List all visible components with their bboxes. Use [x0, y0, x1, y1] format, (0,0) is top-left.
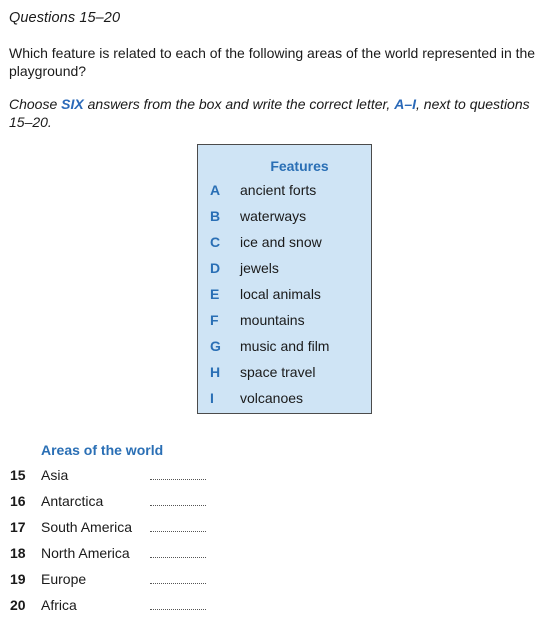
- feature-text: music and film: [240, 338, 330, 354]
- answer-blank[interactable]: [150, 479, 206, 480]
- instruction-text: [9, 95, 549, 131]
- feature-letter: F: [210, 312, 219, 328]
- instruction-count: SIX: [61, 96, 84, 112]
- feature-letter: C: [210, 234, 221, 250]
- feature-text: ice and snow: [240, 234, 322, 250]
- question-number: 15: [10, 467, 26, 483]
- question-number: 17: [10, 519, 26, 535]
- question-number: 19: [10, 571, 26, 587]
- instruction-letter-range: A–I: [394, 96, 416, 112]
- areas-title: Areas of the world: [41, 442, 164, 458]
- question-number: 20: [10, 597, 26, 613]
- feature-text: ancient forts: [240, 182, 317, 198]
- feature-text: waterways: [240, 208, 307, 224]
- instruction-part-2: answers from the box and write the correct letter,: [83, 96, 395, 112]
- instruction-part-1: Choose: [9, 96, 62, 112]
- answer-blank[interactable]: [150, 583, 206, 584]
- feature-text: space travel: [240, 364, 316, 380]
- feature-text: volcanoes: [240, 390, 304, 406]
- feature-letter: E: [210, 286, 220, 302]
- area-name: Africa: [41, 597, 77, 613]
- answer-blank[interactable]: [150, 557, 206, 558]
- questions-heading: Questions 15–20: [9, 10, 121, 26]
- question-number: 16: [10, 493, 26, 509]
- area-name: Antarctica: [41, 493, 104, 509]
- features-box: [197, 144, 372, 414]
- area-name: Asia: [41, 467, 69, 483]
- feature-text: mountains: [240, 312, 305, 328]
- answer-blank[interactable]: [150, 531, 206, 532]
- feature-text: local animals: [240, 286, 321, 302]
- feature-letter: G: [210, 338, 221, 354]
- feature-text: jewels: [240, 260, 279, 276]
- instruction-part-3: , next to questions 15–20.: [9, 96, 530, 130]
- features-title: Features: [270, 158, 329, 174]
- area-name: South America: [41, 519, 133, 535]
- area-name: Europe: [41, 571, 87, 587]
- answer-blank[interactable]: [150, 609, 206, 610]
- feature-letter: D: [210, 260, 221, 276]
- question-number: 18: [10, 545, 26, 561]
- question-text: Which feature is related to each of the following areas of the world represented in the playground?: [9, 45, 536, 79]
- feature-letter: A: [210, 182, 221, 198]
- answer-blank[interactable]: [150, 505, 206, 506]
- feature-letter: I: [210, 390, 214, 406]
- feature-letter: B: [210, 208, 221, 224]
- area-name: North America: [41, 545, 130, 561]
- feature-letter: H: [210, 364, 221, 380]
